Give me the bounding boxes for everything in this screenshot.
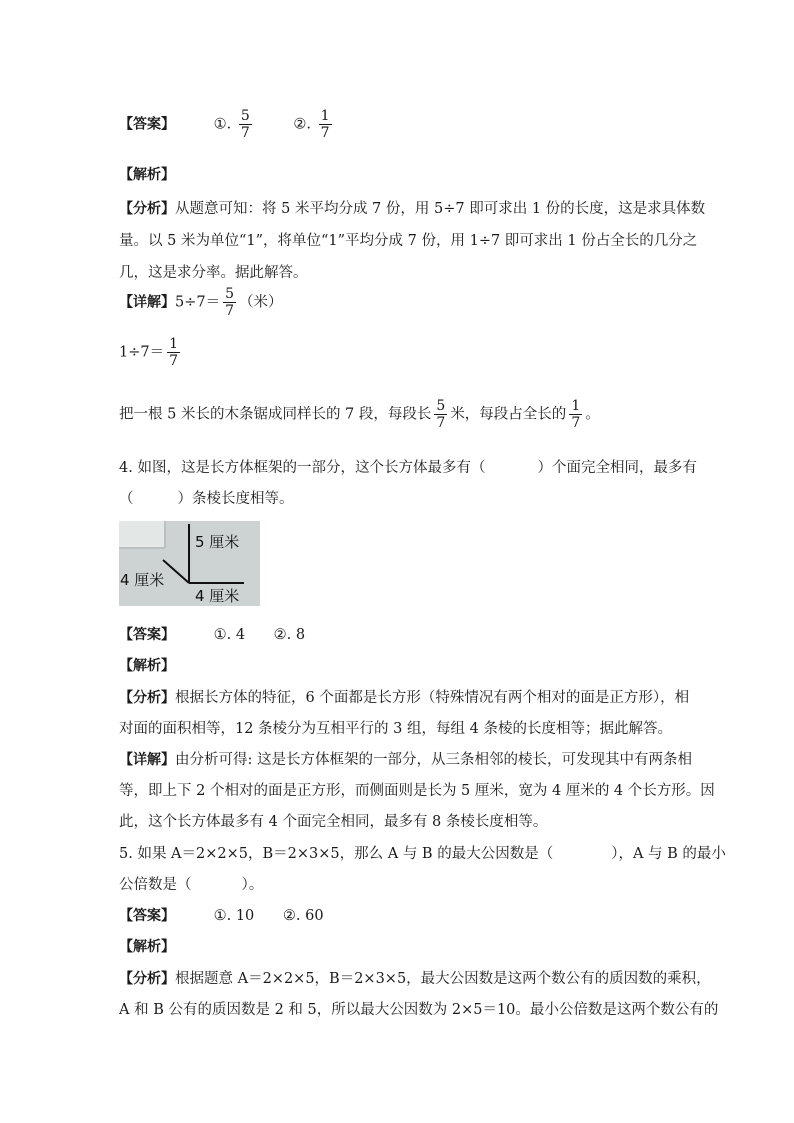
answer-tag: 【答案】 — [119, 627, 175, 643]
q3-fenxi-line2: 量。以 5 米为单位“1”，将单位“1”平均分成 7 份，用 1÷7 即可求出 1 份占全长的几分之 — [119, 233, 698, 249]
q4-fenxi-line2: 对面的面积相等，12 条棱分为互相平行的 3 组，每组 4 条棱的长度相等；据此解答。 — [119, 721, 672, 737]
fenxi-tag: 【分析】 — [119, 201, 175, 217]
q3-detail-line2: 1÷7＝ $\frac{1}{7}$ — [119, 336, 179, 370]
answer-tag: 【答案】 — [119, 908, 175, 924]
q4-detail-line3: 此，这个长方体最多有 4 个面完全相同，最多有 8 条棱长度相等。 — [119, 814, 548, 830]
q4-answer-2: ②. 8 — [273, 627, 306, 643]
analysis-tag: 【解析】 — [119, 658, 175, 674]
fraction: $\frac{1}{7}$ — [571, 398, 581, 432]
q3-answer-line — [119, 108, 335, 141]
fraction: $\frac{1}{7}$ — [320, 108, 330, 142]
xiangjie-tag: 【详解】 — [119, 752, 175, 768]
q5-question-line2: 公倍数是（ ）。 — [119, 877, 264, 893]
q5-answer-2: ②. 60 — [282, 908, 324, 924]
fraction: $\frac{1}{7}$ — [169, 336, 179, 370]
q3-detail-line1: 【详解】5÷7＝ $\frac{5}{7}$ （米） — [119, 286, 283, 320]
figure-label-left: 4 厘米 — [120, 571, 165, 589]
xiangjie-tag: 【详解】 — [119, 294, 175, 311]
q4-answer-line — [119, 624, 305, 644]
figure-label-top: 5 厘米 — [195, 533, 240, 551]
q5-fenxi-line2: A 和 B 公有的质因数是 2 和 5，所以最大公因数为 2×5＝10。最小公倍数是这两个数公有的 — [119, 1002, 719, 1018]
q5-answer-1: ①. 10 — [213, 908, 255, 924]
q4-detail-line2: 等，即上下 2 个相对的面是正方形，而侧面则是长为 5 厘米，宽为 4 厘米的 4 个长方形。因 — [119, 783, 715, 799]
q3-fenxi-line3: 几，这是求分率。据此解答。 — [119, 265, 308, 281]
q3-answer-1: ①. $\frac{5}{7}$ — [213, 108, 250, 142]
analysis-tag: 【解析】 — [119, 939, 175, 955]
q4-answer-1: ①. 4 — [213, 627, 246, 643]
fraction: $\frac{5}{7}$ — [240, 108, 250, 142]
q3-fenxi-line1: 【分析】从题意可知：将 5 米平均分成 7 份，用 5÷7 即可求出 1 份的长度，这是求具体数 — [119, 201, 706, 217]
q4-detail-line1: 【详解】由分析可得: 这是长方体框架的一部分，从三条相邻的棱长，可发现其中有两条相 — [119, 752, 692, 768]
q3-answer-2: ②. $\frac{1}{7}$ — [293, 108, 330, 142]
analysis-tag: 【解析】 — [119, 167, 175, 183]
fraction: $\frac{5}{7}$ — [436, 398, 446, 432]
q3-conclusion: 把一根 5 米长的木条锯成同样长的 7 段，每段长 $\frac{5}{7}$ 米，每段占全长的 $\frac{1}{7}$ 。 — [119, 398, 600, 432]
q5-fenxi-line1: 【分析】根据题意 A＝2×2×5，B＝2×3×5，最大公因数是这两个数公有的质因数的乘积， — [119, 971, 711, 987]
fenxi-tag: 【分析】 — [119, 971, 175, 987]
fraction: $\frac{5}{7}$ — [225, 286, 235, 320]
q4-question-line2: （ ）条棱长度相等。 — [119, 491, 294, 507]
answer-tag: 【答案】 — [119, 116, 175, 133]
q4-fenxi-line1: 【分析】根据长方体的特征，6 个面都是长方形（特殊情况有两个相对的面是正方形），相 — [119, 690, 690, 706]
figure-label-bottom: 4 厘米 — [195, 587, 240, 605]
cuboid-frame-figure — [119, 521, 260, 606]
q5-question-line1: 5. 如果 A＝2×2×5，B＝2×3×5，那么 A 与 B 的最大公因数是（ ），A 与 B 的最小 — [119, 846, 726, 862]
q5-answer-line — [119, 905, 324, 925]
fenxi-tag: 【分析】 — [119, 690, 175, 706]
q4-question-line1: 4. 如图，这是长方体框架的一部分，这个长方体最多有（ ）个面完全相同，最多有 — [119, 460, 697, 476]
